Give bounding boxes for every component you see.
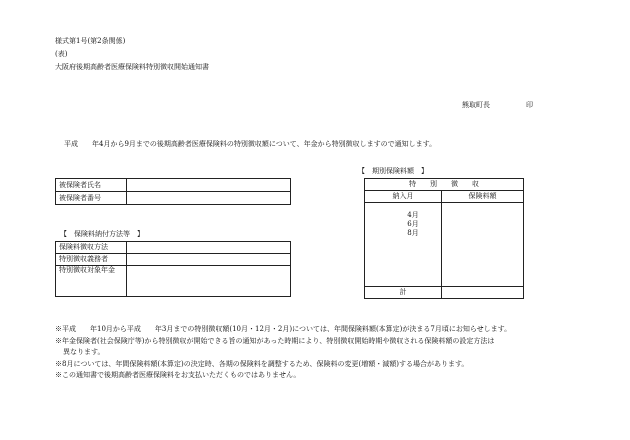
insured-number-value [127, 192, 291, 205]
form-number: 様式第1号(第2条関係) [55, 37, 126, 45]
withholding-agent-label: 特別徴収義務者 [56, 254, 127, 266]
notice-text: 平成 年4月から9月までの後期高齢者医療保険料の特別徴収額について、年金から特別徴収しますので通知します。 [64, 140, 437, 148]
footnotes [55, 325, 580, 383]
month-column-header: 納入月 [365, 191, 442, 203]
amount-column-header: 保険料額 [442, 191, 524, 203]
month-row: 8月 [407, 228, 419, 237]
footnote: ※この通知書で後期高齢者医療保険料をお支払いただくものではありません。 [55, 371, 301, 379]
payment-method-table [55, 241, 291, 297]
footnote: ※8月については、年間保険料額(本算定)の決定時、各期の保険料を調整するため、保険料の変更(増額・減額)する場合があります。 [55, 359, 469, 368]
amounts-cell [442, 203, 524, 287]
month-row: 6月 [407, 219, 419, 228]
issuer-name: 熊取町長 [462, 101, 490, 109]
target-pension-value [127, 266, 291, 297]
period-table-heading: 【 期別保険料額 】 [358, 167, 428, 175]
seal-mark: 印 [526, 101, 533, 109]
payment-method-heading: 【 保険料納付方法等 】 [60, 230, 144, 238]
footnote: ※平成 年10月から平成 年3月までの特別徴収額(10月・12月・2月)については、年間保険料額(本算定)が決まる7月頃にお知らせします。 [55, 325, 512, 333]
payment-method-value [127, 242, 291, 254]
total-value [442, 287, 524, 299]
month-row: 4月 [407, 211, 419, 219]
target-pension-label: 特別徴収対象年金 [56, 266, 127, 297]
insured-name-label: 被保険者氏名 [56, 179, 127, 192]
form-side-label: (表) [55, 50, 68, 58]
total-label: 計 [365, 287, 442, 299]
months-cell [365, 203, 442, 287]
period-table [364, 178, 524, 299]
insured-name-value [127, 179, 291, 192]
insured-table [55, 178, 291, 205]
special-collection-header: 特 別 徴 収 [365, 179, 524, 191]
footnote-continued: 異なります。 [63, 348, 105, 356]
insured-number-label: 被保険者番号 [56, 192, 127, 205]
withholding-agent-value [127, 254, 291, 266]
footnote: ※年金保険者(社会保険庁等)から特別徴収が開始できる旨の通知があった時期により、特別徴収開始時期や徴収される保険料額の設定方法は [55, 336, 495, 345]
document-title: 大阪府後期高齢者医療保険料特別徴収開始通知書 [55, 63, 209, 71]
payment-method-label: 保険料徴収方法 [56, 242, 127, 254]
